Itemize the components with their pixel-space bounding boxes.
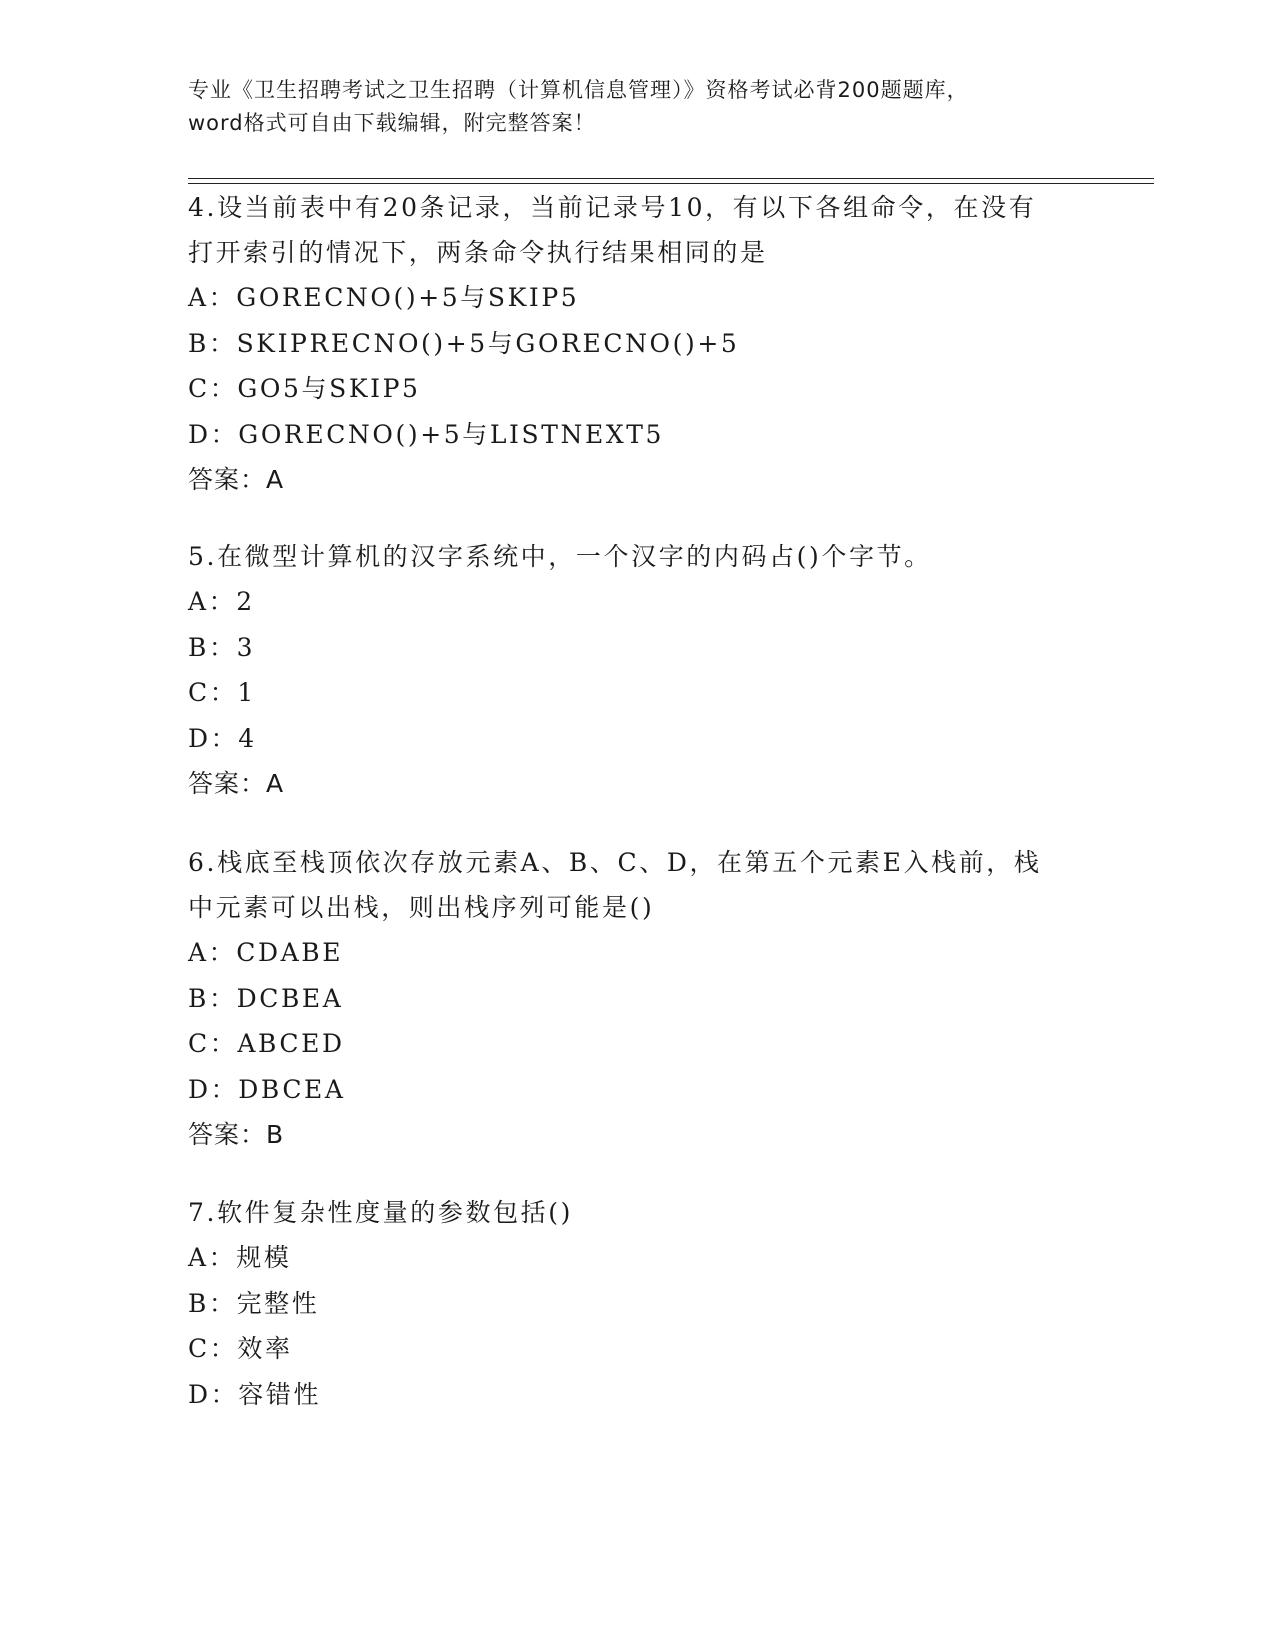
option-a <box>188 1235 1088 1281</box>
question-number: 5. <box>188 542 218 571</box>
header-divider-top <box>188 178 1154 179</box>
option-text: GORECNO()+5与LISTNEXT5 <box>238 419 665 449</box>
question-number: 6. <box>188 848 218 877</box>
option-text: GORECNO()+5与SKIP5 <box>236 283 580 312</box>
option-c <box>188 366 1088 412</box>
question-stem <box>188 185 1088 230</box>
option-d <box>188 412 1088 458</box>
option-c <box>188 1021 1088 1067</box>
option-text: DBCEA <box>238 1074 346 1104</box>
option-text: 完整性 <box>236 1288 320 1318</box>
option-letter: A： <box>188 587 237 616</box>
option-text: 效率 <box>237 1334 293 1363</box>
option-b <box>188 321 1088 367</box>
question-stem-line: 栈底至栈顶依次存放元素A、B、C、D，在第五个元素E入栈前，栈 <box>217 848 1042 877</box>
option-letter: D： <box>188 419 239 449</box>
option-text: CDABE <box>236 938 344 967</box>
option-letter: A： <box>188 938 237 967</box>
question-stem-continued <box>188 230 1088 275</box>
option-text: 3 <box>236 632 256 662</box>
option-text: ABCED <box>237 1029 345 1058</box>
option-letter: D： <box>188 723 239 753</box>
answer-line <box>188 457 1088 502</box>
header-line-1: 专业《卫生招聘考试之卫生招聘（计算机信息管理）》资格考试必背200题题库， <box>188 78 969 102</box>
answer-value: A <box>266 769 285 798</box>
option-letter: A： <box>188 1243 237 1272</box>
option-a <box>188 275 1088 321</box>
option-c <box>188 1326 1088 1372</box>
option-letter: B： <box>188 1288 237 1318</box>
option-d <box>188 1067 1088 1113</box>
option-letter: D： <box>188 1379 239 1409</box>
header-divider-bottom <box>188 183 1154 184</box>
question-stem-continued <box>188 885 1088 930</box>
question-4 <box>188 185 1088 502</box>
option-text: SKIPRECNO()+5与GORECNO()+5 <box>236 328 740 358</box>
question-stem-line: 打开索引的情况下，两条命令执行结果相同的是 <box>188 238 768 267</box>
option-c <box>188 670 1088 716</box>
option-b <box>188 1281 1088 1327</box>
option-a <box>188 579 1088 625</box>
option-letter: C： <box>188 374 238 403</box>
question-number: 7. <box>188 1198 218 1227</box>
answer-label: 答案： <box>188 769 267 798</box>
question-7 <box>188 1190 1088 1417</box>
option-letter: A： <box>188 283 237 312</box>
option-text: 2 <box>236 587 255 616</box>
question-6 <box>188 840 1088 1157</box>
option-text: GO5与SKIP5 <box>237 374 421 403</box>
answer-line <box>188 761 1088 806</box>
option-letter: B： <box>188 328 237 358</box>
question-stem-line: 软件复杂性度量的参数包括() <box>217 1198 573 1227</box>
question-stem-line: 设当前表中有20条记录，当前记录号10，有以下各组命令，在没有 <box>217 193 1037 222</box>
option-letter: B： <box>188 983 237 1013</box>
question-stem <box>188 534 1088 579</box>
answer-value: B <box>266 1120 285 1149</box>
option-text: 4 <box>238 723 257 753</box>
option-letter: C： <box>188 1334 238 1363</box>
answer-label: 答案： <box>188 1120 267 1149</box>
option-b <box>188 625 1088 671</box>
option-letter: D： <box>188 1074 239 1104</box>
answer-label: 答案： <box>188 465 267 494</box>
option-letter: B： <box>188 632 237 662</box>
question-stem-line: 在微型计算机的汉字系统中，一个汉字的内码占()个字节。 <box>217 542 932 571</box>
answer-line <box>188 1112 1088 1157</box>
question-stem-line: 中元素可以出栈，则出栈序列可能是() <box>188 893 655 922</box>
option-b <box>188 976 1088 1022</box>
question-number: 4. <box>188 193 218 222</box>
option-letter: C： <box>188 1029 238 1058</box>
option-letter: C： <box>188 678 238 707</box>
option-text: 规模 <box>236 1243 292 1272</box>
option-text: 1 <box>237 678 256 707</box>
document-header <box>188 74 1088 140</box>
question-stem <box>188 840 1088 885</box>
option-a <box>188 930 1088 976</box>
header-line-2: word格式可自由下载编辑，附完整答案！ <box>188 111 596 135</box>
option-d <box>188 716 1088 762</box>
option-d <box>188 1372 1088 1418</box>
question-stem <box>188 1190 1088 1235</box>
option-text: DCBEA <box>236 983 344 1013</box>
answer-value: A <box>266 465 285 494</box>
question-5 <box>188 534 1088 806</box>
option-text: 容错性 <box>238 1379 322 1409</box>
